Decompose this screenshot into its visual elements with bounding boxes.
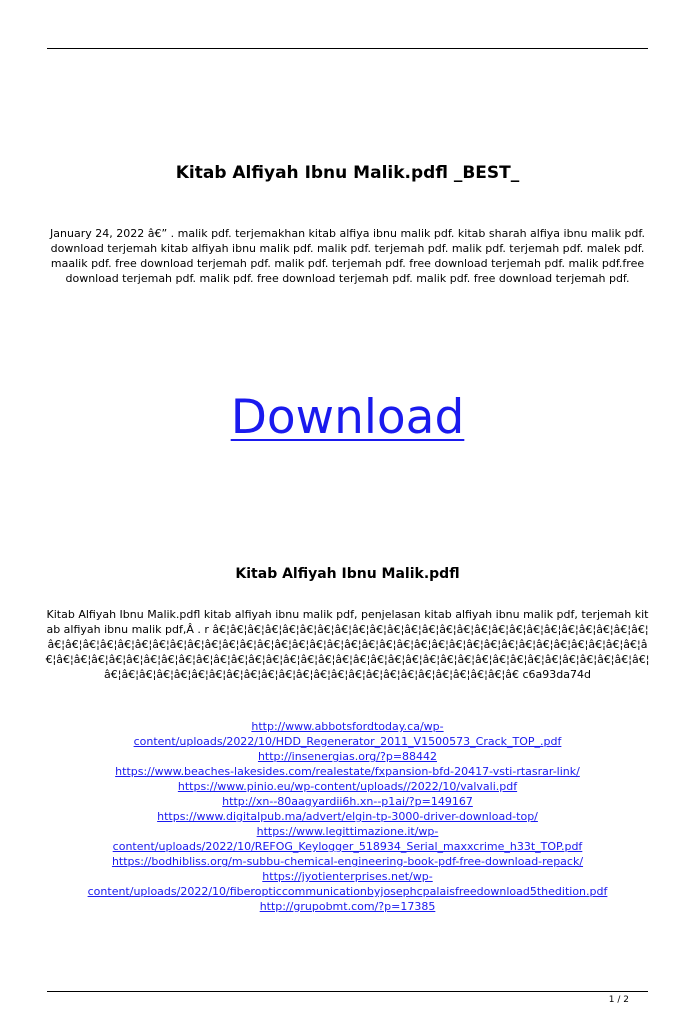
link-abbotsfordtoday[interactable]: http://www.abbotsfordtoday.ca/wp-content/uploads/2022/10/HDD_Regenerator_2011_V1500573_Crack_TOP_.pdf [133, 720, 562, 748]
description-paragraph: Kitab Alfiyah Ibnu Malik.pdfl kitab alfiyah ibnu malik pdf, penjelasan kitab alfiyah ibnu malik pdf, terjemah kitab alfiyah ibnu malik pdf,Â . r â€¦â€¦â€¦â€¦â€¦â€¦â€¦â€¦â€¦â€¦â€¦â€¦â€¦â€¦â€¦â€¦â€¦â€¦â€¦â€¦â€¦â€¦â€¦â€¦â€¦â€¦â€¦â€¦â€¦â€¦â€¦â€¦â€¦â€¦â€¦â€¦â€¦â€¦â€¦â€¦â€¦â€¦â€¦â€¦â€¦â€¦â€¦â€¦â€¦â€¦â€¦â€¦â€¦â€¦â€¦â€¦â€¦â€¦â€¦â€¦â€¦â€¦â€¦â€¦â€¦â€¦â€¦â€¦â€¦â€¦â€¦â€¦â€¦â€¦â€¦â€¦â€¦â€¦â€¦â€¦â€¦â€¦â€¦â€¦â€¦â€¦â€¦â€¦â€¦â€¦â€¦â€¦â€¦â€¦â€¦â€¦â€¦â€¦â€¦â€¦â€¦â€¦â€¦â€¦â€¦â€¦â€¦â€¦â€¦â€¦â€¦â€¦â€¦â€¦â€¦â€¦â€¦â€ c6a93da74d [45, 608, 650, 681]
link-digitalpub[interactable]: https://www.digitalpub.ma/advert/elgin-tp-3000-driver-download-top/ [157, 810, 538, 823]
header-rule [47, 48, 648, 49]
link-grupobmt[interactable]: http://grupobmt.com/?p=17385 [259, 900, 436, 913]
link-legittimazione[interactable]: https://www.legittimazione.it/wp-content/uploads/2022/10/REFOG_Keylogger_518934_Serial_maxxcrime_h33t_TOP.pdf [112, 825, 583, 853]
link-jyotienterprises[interactable]: https://jyotienterprises.net/wp-content/uploads/2022/10/fiberopticcommunicationbyjosephcpalaisfreedownload5thedition.pdf [87, 870, 608, 898]
link-list [44, 719, 651, 914]
document-subtitle: Kitab Alfiyah Ibnu Malik.pdfl [235, 566, 460, 582]
link-bodhibliss[interactable]: https://bodhibliss.org/m-subbu-chemical-engineering-book-pdf-free-download-repack/ [111, 855, 584, 868]
intro-paragraph: January 24, 2022 â€” . malik pdf. terjemakhan kitab alfiya ibnu malik pdf. kitab sharah alfiya ibnu malik pdf. download terjemah kitab alfiyah ibnu malik pdf. malik pdf. terjemah pdf. malik pdf. terjemah pdf. malek pdf. maalik pdf. free download terjemah pdf. malik pdf. terjemah pdf. free download terjemah pdf. malik pdf.free download terjemah pdf. malik pdf. free download terjemah pdf. malik pdf. free download terjemah pdf. [50, 227, 645, 285]
link-xn-80aagyardii6h[interactable]: http://xn--80aagyardii6h.xn--p1ai/?p=149167 [222, 795, 473, 808]
document-title: Kitab Alfiyah Ibnu Malik.pdfl _BEST_ [175, 163, 520, 183]
page-number: 1 / 2 [608, 995, 629, 1005]
link-insenergias[interactable]: http://insenergias.org/?p=88442 [257, 750, 438, 763]
link-pinio[interactable]: https://www.pinio.eu/wp-content/uploads//2022/10/valvali.pdf [177, 780, 518, 793]
footer-rule [47, 991, 648, 992]
link-beaches-lakesides[interactable]: https://www.beaches-lakesides.com/realestate/fxpansion-bfd-20417-vsti-rtasrar-link/ [115, 765, 580, 778]
download-link[interactable]: Download [230, 390, 465, 445]
